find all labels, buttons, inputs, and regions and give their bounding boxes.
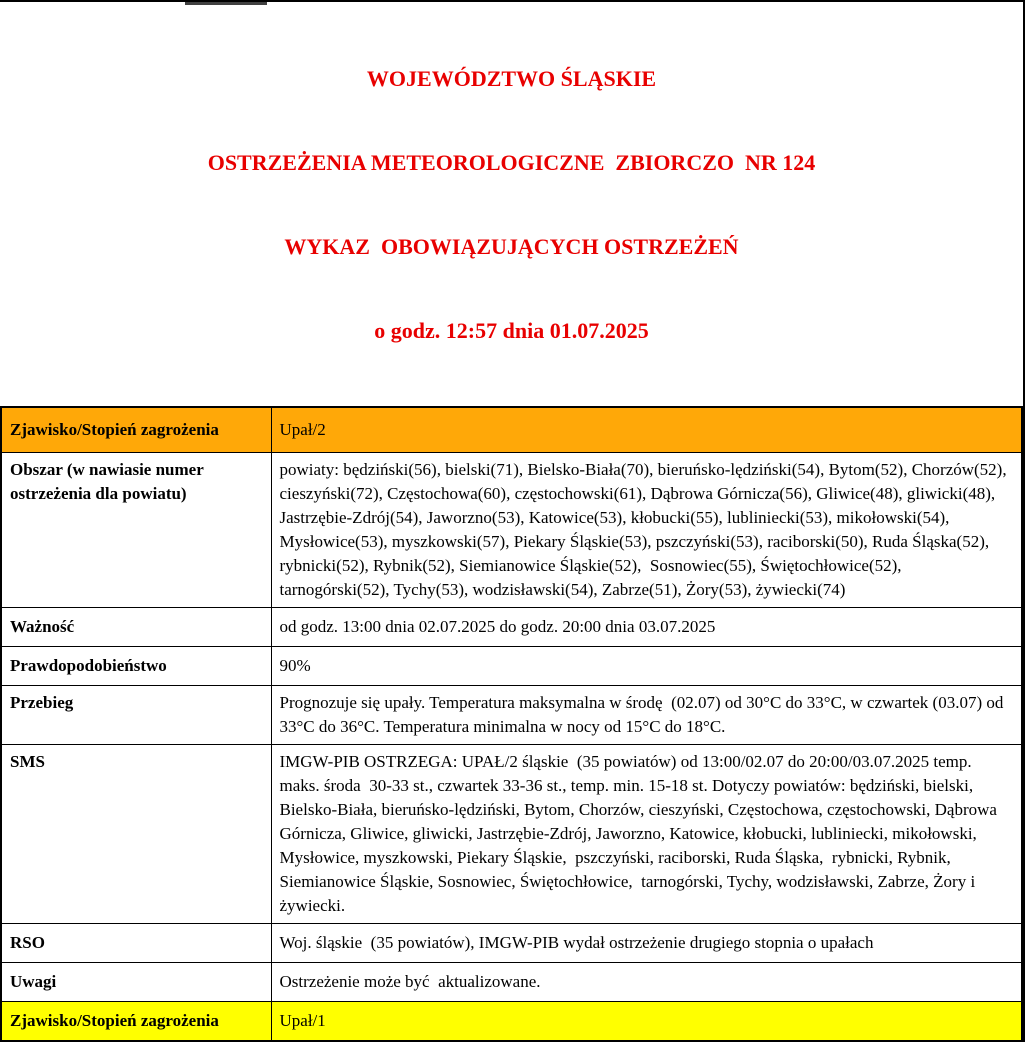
title-line-list-heading: WYKAZ OBOWIĄZUJĄCYCH OSTRZEŻEŃ	[284, 234, 739, 259]
label-remarks: Uwagi	[1, 963, 271, 1002]
warnings-table	[0, 406, 1023, 1042]
title-line-voivodeship: WOJEWÓDZTWO ŚLĄSKIE	[366, 66, 657, 91]
table-row-phenomenon-level1	[1, 1002, 1022, 1042]
title-line-issue-time: o godz. 12:57 dnia 01.07.2025	[374, 318, 649, 343]
label-phenomenon-level: Zjawisko/Stopień zagrożenia	[1, 407, 271, 453]
table-row-course	[1, 686, 1022, 745]
value-course-description: Prognozuje się upały. Temperatura maksymalna w środę (02.07) od 30°C do 33°C, w czwartek (03.07) od 33°C do 36°C. Temperatura minimalna w nocy od 15°C do 18°C.	[271, 686, 1022, 745]
value-phenomenon-level1: Upał/1	[271, 1002, 1022, 1042]
table-row-area	[1, 453, 1022, 608]
label-rso: RSO	[1, 924, 271, 963]
label-validity: Ważność	[1, 608, 271, 647]
label-phenomenon-level: Zjawisko/Stopień zagrożenia	[1, 1002, 271, 1042]
label-probability: Prawdopodobieństwo	[1, 647, 271, 686]
title-line-bulletin-number: OSTRZEŻENIA METEOROLOGICZNE ZBIORCZO NR 124	[207, 150, 816, 175]
table-row-probability	[1, 647, 1022, 686]
label-course: Przebieg	[1, 686, 271, 745]
table-row-rso	[1, 924, 1022, 963]
label-sms: SMS	[1, 745, 271, 924]
value-remarks-text: Ostrzeżenie może być aktualizowane.	[271, 963, 1022, 1002]
document-title	[0, 2, 1023, 406]
value-area-counties: powiaty: będziński(56), bielski(71), Bielsko-Biała(70), bieruńsko-lędziński(54), Bytom(52), Chorzów(52), cieszyński(72), Częstochowa(60), częstochowski(61), Dąbrowa Górnicza(56), Gliwice(48), gliwicki(48), Jastrzębie-Zdrój(54), Jaworzno(53), Katowice(53), kłobucki(55), lubliniecki(53), mikołowski(54), Mysłowice(53), myszkowski(57), Piekary Śląskie(53), pszczyński(53), raciborski(50), Ruda Śląska(52), rybnicki(52), Rybnik(52), Siemianowice Śląskie(52), Sosnowiec(55), Świętochłowice(52), tarnogórski(52), Tychy(53), wodzisławski(54), Zabrze(51), Żory(53), żywiecki(74)	[271, 453, 1022, 608]
table-row-remarks	[1, 963, 1022, 1002]
table-row-sms	[1, 745, 1022, 924]
value-validity-period: od godz. 13:00 dnia 02.07.2025 do godz. 20:00 dnia 03.07.2025	[271, 608, 1022, 647]
value-probability-percent: 90%	[271, 647, 1022, 686]
table-row-phenomenon-level2	[1, 407, 1022, 453]
table-row-validity	[1, 608, 1022, 647]
value-rso-text: Woj. śląskie (35 powiatów), IMGW-PIB wydał ostrzeżenie drugiego stopnia o upałach	[271, 924, 1022, 963]
value-sms-text: IMGW-PIB OSTRZEGA: UPAŁ/2 śląskie (35 powiatów) od 13:00/02.07 do 20:00/03.07.2025 temp. maks. środa 30-33 st., czwartek 33-36 st., temp. min. 15-18 st. Dotyczy powiatów: będziński, bielski, Bielsko-Biała, bieruńsko-lędziński, Bytom, Chorzów, cieszyński, Częstochowa, częstochowski, Dąbrowa Górnicza, Gliwice, gliwicki, Jastrzębie-Zdrój, Jaworzno, Katowice, kłobucki, lubliniecki, mikołowski, Mysłowice, myszkowski, Piekary Śląskie, pszczyński, raciborski, Ruda Śląska, rybnicki, Rybnik, Siemianowice Śląskie, Sosnowiec, Świętochłowice, tarnogórski, Tychy, wodzisławski, Zabrze, Żory i żywiecki.	[271, 745, 1022, 924]
clipped-scan-artifact	[185, 2, 267, 5]
label-area: Obszar (w nawiasie numer ostrzeżenia dla powiatu)	[1, 453, 271, 608]
value-phenomenon-level2: Upał/2	[271, 407, 1022, 453]
